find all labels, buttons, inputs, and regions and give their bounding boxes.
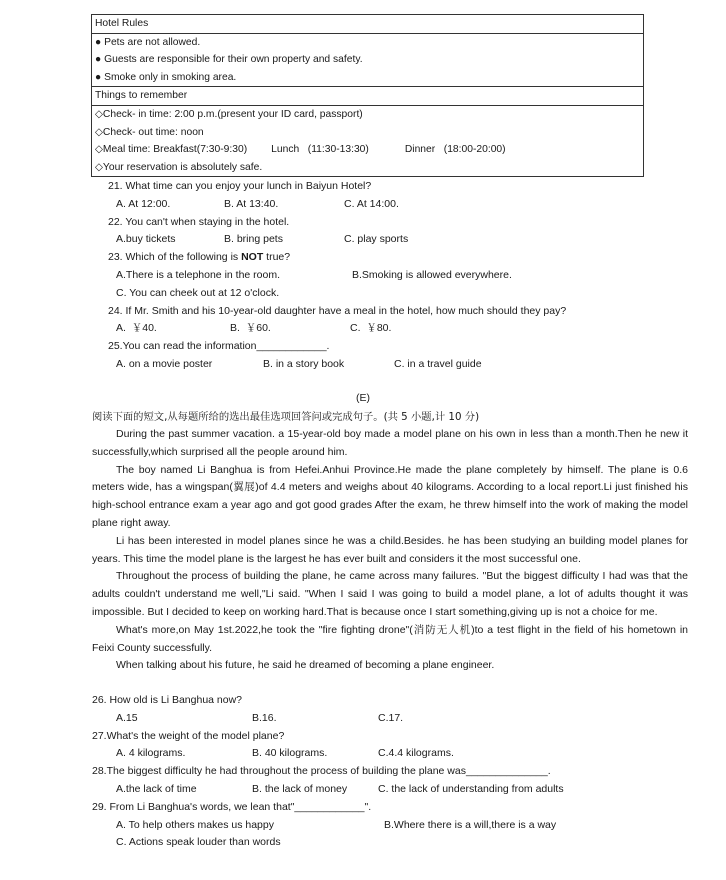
passage-paragraph	[92, 533, 688, 569]
option-b: B.16.	[252, 711, 277, 724]
option-c: C. At 14:00.	[344, 197, 399, 210]
question-24: 24. If Mr. Smith and his 10-year-old daughter have a meal in the hotel, how much should they pay?	[108, 304, 567, 317]
options-29	[92, 817, 688, 835]
option-c: C. the lack of understanding from adults	[378, 782, 564, 795]
passage-paragraph	[92, 657, 688, 675]
rule-item: ● Guests are responsible for their own property and safety.	[92, 51, 644, 69]
option-c: C. in a travel guide	[394, 357, 482, 370]
question-29: 29. From Li Banghua's words, we lean that"____________".	[92, 800, 372, 813]
questions-d	[108, 178, 698, 374]
option-b: B. in a story book	[263, 357, 345, 370]
options-29-c	[92, 834, 688, 852]
option-a: A.the lack of time	[116, 782, 197, 795]
rule-item: ● Smoke only in smoking area.	[92, 69, 644, 87]
option-a: A. on a movie poster	[116, 357, 213, 370]
options-21	[108, 196, 698, 214]
rule-item: ● Pets are not allowed.	[92, 33, 644, 51]
paragraph-text: During the past summer vacation. a 15-year-old boy made a model plane on his own in less than a month.Then he new it successfully,which surprised all the people around him.	[92, 428, 688, 458]
meal-lunch: Lunch (11:30-13:30)	[271, 144, 369, 156]
reading-passage-e	[92, 408, 688, 675]
section-instruction: 阅读下面的短文,从每题所给的选出最佳选项回答问或完成句子。(共 5 小题,计 10 分)	[92, 411, 480, 423]
passage-paragraph	[92, 426, 688, 462]
option-a: A.15	[116, 711, 138, 724]
meal-times	[92, 141, 644, 159]
question-23-text: 23. Which of the following is	[108, 251, 242, 264]
reservation-note: ◇Your reservation is absolutely safe.	[92, 159, 644, 177]
options-28	[92, 781, 688, 799]
option-c: C. play sports	[344, 233, 409, 246]
paragraph-text: When talking about his future, he said he dreamed of becoming a plane engineer.	[116, 659, 495, 672]
options-27	[92, 745, 688, 763]
option-b: B. bring pets	[224, 233, 283, 246]
question-22: 22. You can't when staying in the hotel.	[108, 215, 290, 228]
options-25	[108, 356, 698, 374]
questions-e	[92, 692, 688, 852]
option-a: A. To help others makes us happy	[116, 818, 274, 831]
passage-paragraph	[92, 462, 688, 533]
options-23-c	[108, 285, 698, 303]
paragraph-text: The boy named Li Banghua is from Hefei.Anhui Province.He made the plane completely by himself. The plane is 0.6 meters wide, has a wingspan(翼展)of 4.4 meters and weighs about 40 kilograms. According to a local report.Li just finished his high-school entrance exam a year ago and got good grades After the exam, he threw himself into the work of making the model plane right away.	[92, 463, 688, 529]
options-24	[108, 320, 698, 338]
paragraph-text: Throughout the process of building the plane, he came across many failures. "But the biggest difficulty I had was that the adults couldn't understand me well,"Li said. "When I said I was going to build a model plane, a lot of adults thought it was impossible. But I decided to keep on working hard.That is because once I start something,giving up is not a choice for me.	[92, 570, 688, 618]
passage-paragraph	[92, 568, 688, 621]
option-c: C. ￥80.	[350, 322, 392, 335]
question-25: 25.You can read the information____________.	[108, 340, 330, 353]
option-c: C. Actions speak louder than words	[116, 836, 281, 849]
option-c: C. You can cheek out at 12 o'clock.	[116, 286, 280, 299]
passage-paragraph	[92, 622, 688, 658]
checkout-time: ◇Check- out time: noon	[92, 124, 644, 142]
question-26: 26. How old is Li Banghua now?	[92, 694, 243, 706]
paragraph-text: What's more,on May 1st.2022,he took the "fire fighting drone"(消防无人机)to a test flight in the field of his hometown in Feixi County successfully.	[92, 623, 688, 654]
hotel-rules-header: Hotel Rules	[92, 15, 644, 34]
section-e-label: (E)	[356, 392, 370, 404]
option-b: B.Where there is a will,there is a way	[384, 818, 557, 831]
option-a: A. ￥40.	[116, 322, 157, 335]
paragraph-text: Li has been interested in model planes since he was a child.Besides. he has been studying an building model planes for years. This time the model plane is the largest he has ever built and considers it the most successful one.	[92, 534, 688, 565]
question-23-text-end: true?	[263, 251, 291, 264]
question-28: 28.The biggest difficulty he had throughout the process of building the plane was______________.	[92, 765, 551, 778]
option-b: B. 40 kilograms.	[252, 747, 328, 760]
things-to-remember-header: Things to remember	[92, 87, 644, 106]
checkin-time: ◇Check- in time: 2:00 p.m.(present your ID card, passport)	[92, 105, 644, 123]
option-b: B.Smoking is allowed everywhere.	[352, 268, 512, 281]
question-23	[108, 249, 698, 267]
option-b: B. the lack of money	[252, 782, 348, 795]
option-a: A.There is a telephone in the room.	[116, 268, 281, 281]
meal-breakfast: ◇Meal time: Breakfast(7:30-9:30)	[95, 144, 248, 156]
options-22	[108, 231, 698, 249]
question-21: 21. What time can you enjoy your lunch in Baiyun Hotel?	[108, 180, 372, 192]
option-b: B. At 13:40.	[224, 197, 279, 210]
option-a: A. At 12:00.	[116, 197, 171, 210]
hotel-info-table	[91, 14, 644, 177]
option-c: C.17.	[378, 711, 404, 724]
option-a: A. 4 kilograms.	[116, 747, 186, 760]
options-23	[108, 267, 698, 285]
option-a: A.buy tickets	[116, 233, 176, 246]
option-c: C.4.4 kilograms.	[378, 747, 454, 760]
option-b: B. ￥60.	[230, 322, 271, 335]
meal-dinner: Dinner (18:00-20:00)	[404, 144, 506, 156]
question-23-emphasis: NOT	[241, 251, 264, 264]
options-26	[92, 710, 688, 728]
question-27: 27.What's the weight of the model plane?	[92, 729, 285, 742]
